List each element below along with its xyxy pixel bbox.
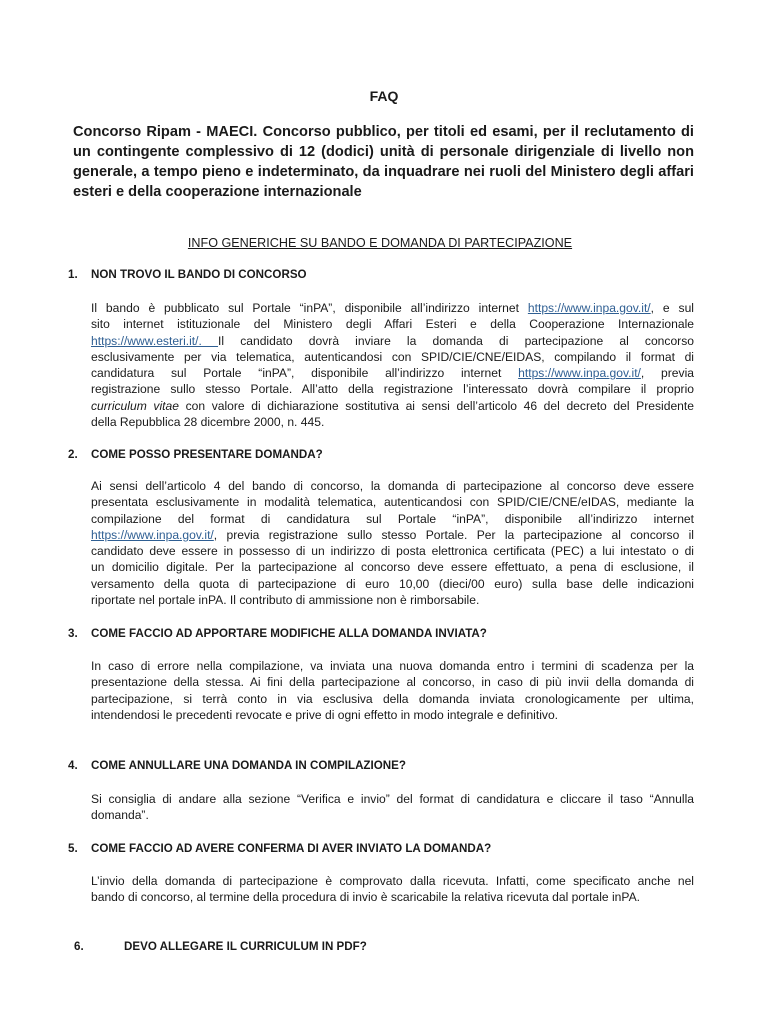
question-1-heading <box>68 268 307 281</box>
answer-line <box>91 398 694 414</box>
question-6-heading <box>74 940 367 953</box>
answer-line <box>91 381 694 397</box>
answer-line <box>91 494 694 510</box>
document-title: Concorso Ripam - MAECI. Concorso pubblico, per titoli ed esami, per il reclutamento di un contingente complessivo di 12 (dodici) unità di personale dirigenziale di livello non generale, a tempo pieno e indeterminato, da inquadrare nei ruoli del Ministero degli affari esteri e della cooperazione internazionale <box>73 124 694 200</box>
text-run: della Repubblica 28 dicembre 2000, n. 445. <box>91 415 325 430</box>
question-number: 5. <box>68 842 78 855</box>
text-run: un domicilio digitale. Per la partecipazione al concorso deve essere effettuato, a pena di esclusione, il <box>91 560 694 575</box>
answer-line <box>91 559 694 575</box>
question-2-answer <box>91 478 694 608</box>
link[interactable]: https://www.inpa.gov.it/ <box>91 527 214 542</box>
text-run: candidato deve essere in possesso di un indirizzo di posta elettronica certificata (PEC) a lui intestato o di <box>91 544 694 559</box>
text-run: presentata esclusivamente in modalità telematica, autenticandosi con SPID/CIE/CNE/eIDAS, mediante la <box>91 495 694 510</box>
text-run: , e sul <box>650 301 694 315</box>
answer-line <box>91 511 694 527</box>
text-run: In caso di errore nella compilazione, va inviata una nuova domanda entro i termini di scadenza per la <box>91 659 694 673</box>
answer-line <box>91 576 694 592</box>
question-3-answer <box>91 658 694 723</box>
question-4-heading <box>68 759 406 772</box>
question-title: DEVO ALLEGARE IL CURRICULUM IN PDF? <box>124 940 367 953</box>
text-run: candidatura sul Portale “inPA”, disponibile all’indirizzo internet <box>91 366 519 381</box>
question-number: 2. <box>68 448 78 461</box>
answer-line <box>91 873 694 889</box>
text-run: intendendosi le precedenti revocate e prive di ogni effetto in modo integrale e definitivo. <box>91 707 559 722</box>
question-3-heading <box>68 627 487 640</box>
answer-line <box>91 674 694 690</box>
answer-line <box>91 691 694 707</box>
question-title: COME ANNULLARE UNA DOMANDA IN COMPILAZIONE? <box>91 759 406 772</box>
question-1-answer <box>91 300 694 430</box>
text-run: bando di concorso, al termine della procedura di invio è scaricabile la relativa ricevuta dal portale inPA. <box>91 890 640 905</box>
question-4-answer <box>91 791 694 824</box>
question-title: COME POSSO PRESENTARE DOMANDA? <box>91 448 323 461</box>
question-number: 3. <box>68 627 78 640</box>
text-run: Il candidato dovrà inviare la domanda di partecipazione al concorso <box>218 333 694 348</box>
answer-line <box>91 478 694 494</box>
text-run: domanda”. <box>91 808 149 823</box>
text-run: compilazione del format di candidatura sul Portale “inPA”, disponibile all’indirizzo internet <box>91 511 694 526</box>
question-title: NON TROVO IL BANDO DI CONCORSO <box>91 268 307 281</box>
link[interactable]: https://www.inpa.gov.it/ <box>527 301 651 315</box>
text-run: esclusivamente per via telematica, autenticandosi con SPID/CIE/CNE/EIDAS, compilando il format di <box>91 349 694 364</box>
text-run: riportate nel portale inPA. Il contributo di ammissione non è rimborsabile. <box>91 593 480 608</box>
question-5-answer <box>91 873 694 906</box>
section-heading-text: INFO GENERICHE SU BANDO E DOMANDA DI PARTECIPAZIONE <box>187 236 573 250</box>
text-run: Il bando è pubblicato sul Portale “inPA”, disponibile all’indirizzo internet <box>91 301 528 315</box>
text-run: partecipazione, si terrà conto in via esclusiva della domanda inviata cronologicamente per ultima, <box>91 691 694 706</box>
question-title: COME FACCIO AD AVERE CONFERMA DI AVER INVIATO LA DOMANDA? <box>91 842 492 855</box>
question-title: COME FACCIO AD APPORTARE MODIFICHE ALLA DOMANDA INVIATA? <box>91 627 487 640</box>
text-run: sito internet istituzionale del Ministero degli Affari Esteri e della Cooperazione Internazionale <box>91 317 694 332</box>
link[interactable]: https://www.esteri.it/. <box>91 333 219 348</box>
text-run: Si consiglia di andare alla sezione “Verifica e invio” del format di candidatura e cliccare il taso “Annulla <box>91 792 694 806</box>
answer-line <box>91 889 694 905</box>
answer-line <box>91 365 694 381</box>
answer-line <box>91 527 694 543</box>
answer-line <box>91 592 694 608</box>
answer-line <box>91 658 694 674</box>
text-run: , previa <box>640 366 694 381</box>
answer-line <box>91 707 694 723</box>
text-run: registrazione sullo stesso Portale. All’atto della registrazione l’interessato dovrà compilare il proprio <box>91 382 694 397</box>
text-run: versamento della quota di partecipazione di euro 10,00 (dieci/00 euro) sulla base delle indicazioni <box>91 576 694 591</box>
answer-line <box>91 349 694 365</box>
question-5-heading <box>68 842 491 855</box>
text-run: con valore di dichiarazione sostitutiva ai sensi dell’articolo 46 del decreto del Presidente <box>178 398 694 413</box>
question-2-heading <box>68 448 323 461</box>
question-number: 6. <box>74 940 84 953</box>
answer-line <box>91 414 694 430</box>
text-run: presentazione della stessa. Ai fini della partecipazione al concorso, in caso di più invii della domanda di <box>91 675 694 690</box>
answer-line <box>91 791 694 807</box>
question-number: 4. <box>68 759 78 772</box>
section-heading <box>0 236 768 250</box>
answer-line <box>91 543 694 559</box>
text-run: , previa registrazione sullo stesso Portale. Per la partecipazione al concorso il <box>213 527 694 542</box>
answer-line <box>91 333 694 349</box>
question-number: 1. <box>68 268 78 281</box>
text-run: Ai sensi dell’articolo 4 del bando di concorso, la domanda di partecipazione al concorso deve essere <box>91 479 694 493</box>
answer-line <box>91 316 694 332</box>
link[interactable]: https://www.inpa.gov.it/ <box>518 366 641 381</box>
faq-title: FAQ <box>369 88 399 104</box>
text-run: L’invio della domanda di partecipazione è comprovato dalla ricevuta. Infatti, come specificato anche nel <box>91 874 694 888</box>
answer-line <box>91 300 694 316</box>
answer-line <box>91 807 694 823</box>
italic-text: curriculum vitae <box>91 398 179 413</box>
